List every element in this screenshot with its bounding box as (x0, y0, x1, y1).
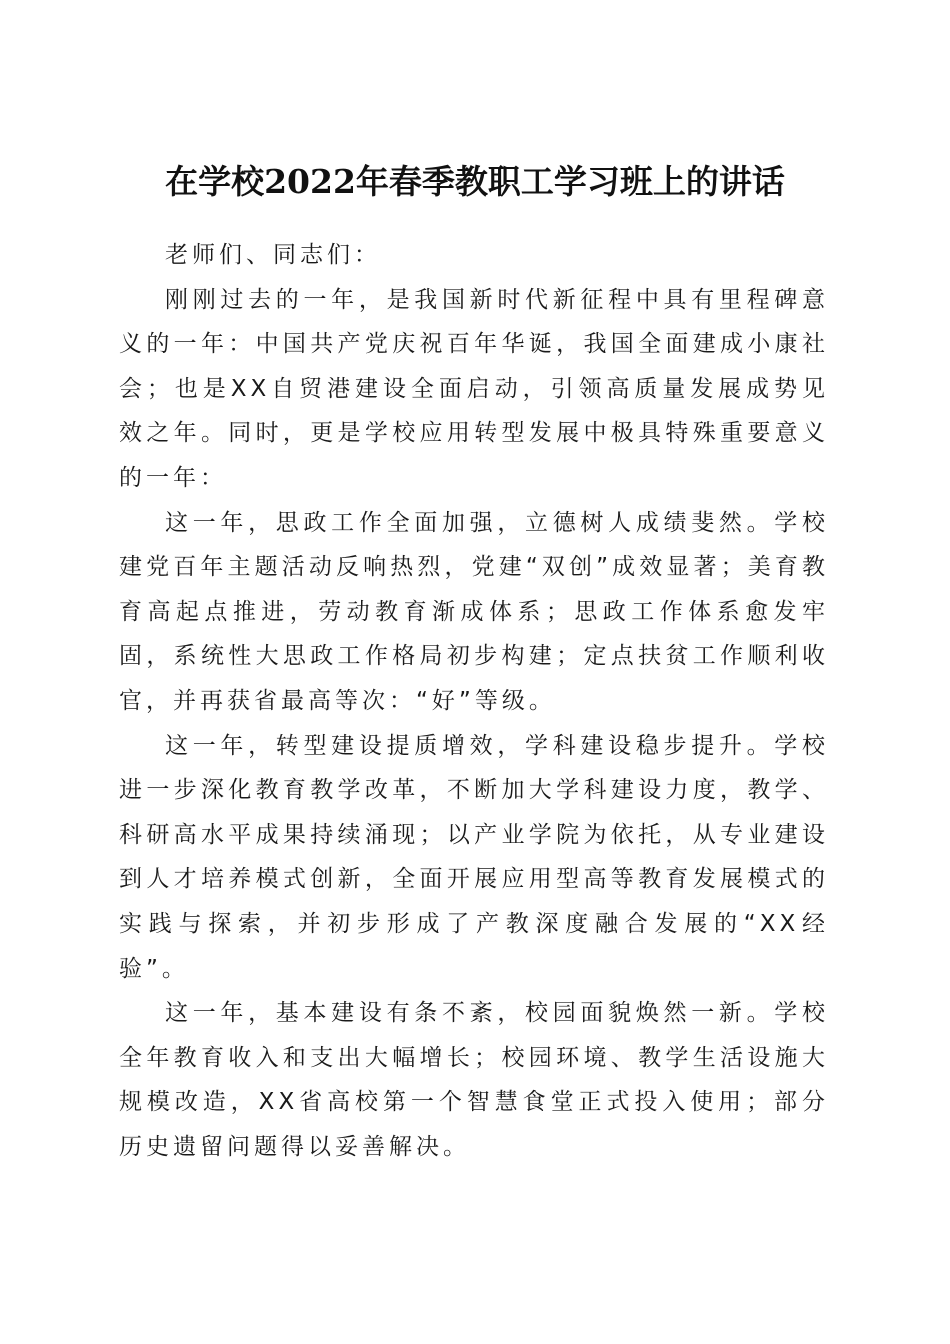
paragraph-3: 这一年，转型建设提质增效，学科建设稳步提升。学校进一步深化教育教学改革，不断加大学科建设力度，教学、科研高水平成果持续涌现；以产业学院为依托，从专业建设到人才培养模式创新，全面开展应用型高等教育发展模式的实践与探索，并初步形成了产教深度融合发展的“XX经验”。 (119, 732, 829, 982)
page-title: 在学校2022年春季教职工学习班上的讲话 (165, 162, 785, 202)
salutation: 老师们、同志们： (165, 242, 381, 268)
paragraph-4: 这一年，基本建设有条不紊，校园面貌焕然一新。学校全年教育收入和支出大幅增长；校园环境、教学生活设施大规模改造，XX省高校第一个智慧食堂正式投入使用；部分历史遗留问题得以妥善解决。 (119, 1000, 829, 1160)
document-body (119, 233, 829, 1169)
paragraph-2: 这一年，思政工作全面加强，立德树人成绩斐然。学校建党百年主题活动反响热烈，党建“双创”成效显著；美育教育高起点推进，劳动教育渐成体系；思政工作体系愈发牢固，系统性大思政工作格局初步构建；定点扶贫工作顺利收官，并再获省最高等次：“好”等级。 (119, 509, 829, 714)
paragraph-1: 刚刚过去的一年，是我国新时代新征程中具有里程碑意义的一年：中国共产党庆祝百年华诞，我国全面建成小康社会；也是XX自贸港建设全面启动，引领高质量发展成势见效之年。同时，更是学校应用转型发展中极具特殊重要意义的一年： (119, 286, 829, 491)
